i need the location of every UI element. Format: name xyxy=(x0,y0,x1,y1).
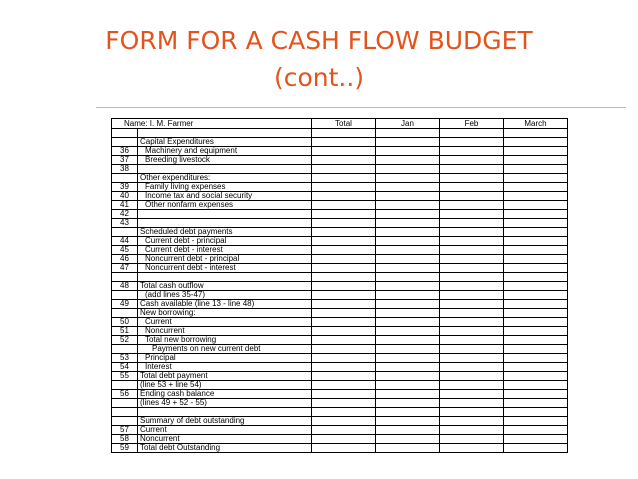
cell-feb xyxy=(440,444,504,453)
line-label: (add lines 35-47) xyxy=(138,291,312,300)
line-label: Scheduled debt payments xyxy=(138,228,312,237)
cell-feb xyxy=(440,399,504,408)
cell-feb xyxy=(440,219,504,228)
cell-total xyxy=(312,381,376,390)
cell-feb xyxy=(440,210,504,219)
form-row xyxy=(112,183,568,192)
line-label: Total cash outflow xyxy=(138,282,312,291)
form-row xyxy=(112,192,568,201)
line-label: Summary of debt outstanding xyxy=(138,417,312,426)
line-number: 51 xyxy=(112,327,138,336)
cell-total xyxy=(312,174,376,183)
line-label: Current debt - principal xyxy=(138,237,312,246)
header-row xyxy=(112,119,568,129)
cell-march xyxy=(504,255,568,264)
line-label xyxy=(138,129,312,138)
line-number: 37 xyxy=(112,156,138,165)
cell-jan xyxy=(376,318,440,327)
cell-feb xyxy=(440,390,504,399)
line-number: 54 xyxy=(112,363,138,372)
form-row xyxy=(112,399,568,408)
cell-march xyxy=(504,291,568,300)
cell-jan xyxy=(376,246,440,255)
cell-total xyxy=(312,444,376,453)
cell-total xyxy=(312,372,376,381)
cell-jan xyxy=(376,381,440,390)
cell-total xyxy=(312,219,376,228)
cell-march xyxy=(504,165,568,174)
cell-jan xyxy=(376,300,440,309)
cell-jan xyxy=(376,354,440,363)
cell-march xyxy=(504,192,568,201)
cell-feb xyxy=(440,381,504,390)
cell-jan xyxy=(376,147,440,156)
cell-march xyxy=(504,417,568,426)
cell-total xyxy=(312,273,376,282)
form-row xyxy=(112,363,568,372)
cell-march xyxy=(504,318,568,327)
cell-total xyxy=(312,165,376,174)
line-number: 38 xyxy=(112,165,138,174)
cell-total xyxy=(312,309,376,318)
cell-total xyxy=(312,363,376,372)
line-number: 50 xyxy=(112,318,138,327)
cell-feb xyxy=(440,246,504,255)
cell-march xyxy=(504,426,568,435)
cell-march xyxy=(504,174,568,183)
line-label xyxy=(138,408,312,417)
cell-march xyxy=(504,147,568,156)
cell-march xyxy=(504,309,568,318)
cell-march xyxy=(504,300,568,309)
form-row xyxy=(112,435,568,444)
cell-jan xyxy=(376,363,440,372)
cell-march xyxy=(504,381,568,390)
cell-march xyxy=(504,156,568,165)
cell-feb xyxy=(440,138,504,147)
cell-total xyxy=(312,435,376,444)
line-label: Total debt Outstanding xyxy=(138,444,312,453)
line-label: Other expenditures: xyxy=(138,174,312,183)
cell-jan xyxy=(376,273,440,282)
slide-subtitle: (cont..) xyxy=(273,63,365,92)
cell-feb xyxy=(440,201,504,210)
cell-total xyxy=(312,228,376,237)
cell-total xyxy=(312,426,376,435)
line-label xyxy=(138,219,312,228)
line-number xyxy=(112,309,138,318)
column-header-total: Total xyxy=(312,119,376,129)
form-row xyxy=(112,354,568,363)
line-number xyxy=(112,174,138,183)
title-divider xyxy=(96,107,626,108)
line-label: Total debt payment xyxy=(138,372,312,381)
cell-jan xyxy=(376,237,440,246)
cell-feb xyxy=(440,363,504,372)
cell-march xyxy=(504,246,568,255)
line-number: 49 xyxy=(112,300,138,309)
cell-total xyxy=(312,318,376,327)
form-row xyxy=(112,129,568,138)
cell-total xyxy=(312,246,376,255)
cell-total xyxy=(312,156,376,165)
cell-total xyxy=(312,129,376,138)
cell-feb xyxy=(440,183,504,192)
cell-total xyxy=(312,264,376,273)
line-number xyxy=(112,381,138,390)
line-number: 48 xyxy=(112,282,138,291)
line-number: 47 xyxy=(112,264,138,273)
line-label: Other nonfarm expenses xyxy=(138,201,312,210)
line-number xyxy=(112,228,138,237)
line-number: 43 xyxy=(112,219,138,228)
form-row xyxy=(112,156,568,165)
cell-total xyxy=(312,417,376,426)
column-header-jan: Jan xyxy=(376,119,440,129)
cell-march xyxy=(504,228,568,237)
cell-feb xyxy=(440,228,504,237)
line-number: 36 xyxy=(112,147,138,156)
cell-feb xyxy=(440,291,504,300)
cell-total xyxy=(312,282,376,291)
cell-feb xyxy=(440,300,504,309)
form-row xyxy=(112,408,568,417)
cell-jan xyxy=(376,435,440,444)
cell-feb xyxy=(440,237,504,246)
form-row xyxy=(112,210,568,219)
cell-total xyxy=(312,192,376,201)
cell-jan xyxy=(376,390,440,399)
cell-jan xyxy=(376,174,440,183)
cell-march xyxy=(504,264,568,273)
column-header-march: March xyxy=(504,119,568,129)
line-number xyxy=(112,291,138,300)
cell-march xyxy=(504,273,568,282)
column-header-feb: Feb xyxy=(440,119,504,129)
cell-feb xyxy=(440,327,504,336)
cell-total xyxy=(312,210,376,219)
cell-total xyxy=(312,255,376,264)
line-number: 45 xyxy=(112,246,138,255)
cell-jan xyxy=(376,192,440,201)
cell-feb xyxy=(440,156,504,165)
cell-march xyxy=(504,201,568,210)
cell-feb xyxy=(440,165,504,174)
line-label: Noncurrent xyxy=(138,327,312,336)
line-label: (line 53 + line 54) xyxy=(138,381,312,390)
line-number: 55 xyxy=(112,372,138,381)
cell-jan xyxy=(376,408,440,417)
cell-total xyxy=(312,345,376,354)
form-row xyxy=(112,300,568,309)
line-number xyxy=(112,129,138,138)
cell-total xyxy=(312,399,376,408)
cell-jan xyxy=(376,426,440,435)
cell-feb xyxy=(440,147,504,156)
cell-jan xyxy=(376,255,440,264)
cell-march xyxy=(504,408,568,417)
form-row xyxy=(112,237,568,246)
cell-jan xyxy=(376,201,440,210)
cell-march xyxy=(504,183,568,192)
line-label xyxy=(138,165,312,174)
cell-total xyxy=(312,138,376,147)
form-row xyxy=(112,246,568,255)
form-row xyxy=(112,264,568,273)
cell-total xyxy=(312,354,376,363)
cell-jan xyxy=(376,138,440,147)
cell-total xyxy=(312,390,376,399)
cell-feb xyxy=(440,192,504,201)
cell-march xyxy=(504,390,568,399)
cell-feb xyxy=(440,264,504,273)
line-number: 42 xyxy=(112,210,138,219)
cell-jan xyxy=(376,417,440,426)
form-row xyxy=(112,282,568,291)
cell-feb xyxy=(440,318,504,327)
line-label xyxy=(138,210,312,219)
line-number xyxy=(112,399,138,408)
line-label: New borrowing: xyxy=(138,309,312,318)
line-label: Capital Expenditures xyxy=(138,138,312,147)
line-number: 40 xyxy=(112,192,138,201)
cell-feb xyxy=(440,354,504,363)
line-number: 52 xyxy=(112,336,138,345)
form-row xyxy=(112,336,568,345)
line-label: Noncurrent xyxy=(138,435,312,444)
cell-march xyxy=(504,444,568,453)
cell-total xyxy=(312,327,376,336)
cell-total xyxy=(312,237,376,246)
line-label: Machinery and equipment xyxy=(138,147,312,156)
form-row xyxy=(112,345,568,354)
form-row xyxy=(112,138,568,147)
cell-march xyxy=(504,327,568,336)
line-label: Cash available (line 13 - line 48) xyxy=(138,300,312,309)
cell-march xyxy=(504,345,568,354)
cell-march xyxy=(504,210,568,219)
line-label: Current xyxy=(138,426,312,435)
line-number xyxy=(112,417,138,426)
line-number xyxy=(112,273,138,282)
cell-total xyxy=(312,147,376,156)
cell-march xyxy=(504,372,568,381)
cell-feb xyxy=(440,282,504,291)
cell-jan xyxy=(376,309,440,318)
cash-flow-budget-form xyxy=(111,118,568,453)
line-number: 39 xyxy=(112,183,138,192)
cell-feb xyxy=(440,372,504,381)
line-label: (lines 49 + 52 - 55) xyxy=(138,399,312,408)
cell-total xyxy=(312,408,376,417)
cell-march xyxy=(504,282,568,291)
cell-march xyxy=(504,435,568,444)
cell-total xyxy=(312,201,376,210)
name-label: Name: I. M. Farmer xyxy=(112,119,312,129)
cell-jan xyxy=(376,345,440,354)
line-number: 58 xyxy=(112,435,138,444)
cell-jan xyxy=(376,282,440,291)
cell-jan xyxy=(376,210,440,219)
cell-jan xyxy=(376,327,440,336)
form-row xyxy=(112,165,568,174)
line-label xyxy=(138,273,312,282)
form-row xyxy=(112,228,568,237)
cell-feb xyxy=(440,417,504,426)
line-label: Current xyxy=(138,318,312,327)
cell-jan xyxy=(376,156,440,165)
form-row xyxy=(112,291,568,300)
cell-jan xyxy=(376,183,440,192)
cell-march xyxy=(504,363,568,372)
cell-march xyxy=(504,219,568,228)
cell-jan xyxy=(376,228,440,237)
line-number: 53 xyxy=(112,354,138,363)
form-row xyxy=(112,273,568,282)
form-row xyxy=(112,174,568,183)
cell-feb xyxy=(440,174,504,183)
line-number: 57 xyxy=(112,426,138,435)
cell-march xyxy=(504,129,568,138)
cell-feb xyxy=(440,129,504,138)
form-row xyxy=(112,381,568,390)
cell-march xyxy=(504,336,568,345)
cell-jan xyxy=(376,444,440,453)
form-row xyxy=(112,309,568,318)
cell-jan xyxy=(376,372,440,381)
line-label: Ending cash balance xyxy=(138,390,312,399)
cell-jan xyxy=(376,264,440,273)
cell-feb xyxy=(440,426,504,435)
cell-march xyxy=(504,237,568,246)
line-label: Interest xyxy=(138,363,312,372)
cell-feb xyxy=(440,345,504,354)
line-number: 46 xyxy=(112,255,138,264)
form-row xyxy=(112,201,568,210)
cell-jan xyxy=(376,129,440,138)
cell-total xyxy=(312,336,376,345)
form-row xyxy=(112,318,568,327)
line-number: 41 xyxy=(112,201,138,210)
line-label: Noncurrent debt - interest xyxy=(138,264,312,273)
line-number: 56 xyxy=(112,390,138,399)
form-row xyxy=(112,417,568,426)
cell-total xyxy=(312,183,376,192)
cell-march xyxy=(504,354,568,363)
cell-feb xyxy=(440,408,504,417)
cell-feb xyxy=(440,435,504,444)
cell-feb xyxy=(440,273,504,282)
line-label: Income tax and social security xyxy=(138,192,312,201)
cell-jan xyxy=(376,219,440,228)
form-row xyxy=(112,372,568,381)
cell-jan xyxy=(376,336,440,345)
form-body xyxy=(112,119,568,453)
cell-jan xyxy=(376,399,440,408)
form-row xyxy=(112,444,568,453)
cell-total xyxy=(312,300,376,309)
line-label: Principal xyxy=(138,354,312,363)
line-number xyxy=(112,345,138,354)
cell-march xyxy=(504,399,568,408)
form-row xyxy=(112,147,568,156)
line-label: Family living expenses xyxy=(138,183,312,192)
line-number: 44 xyxy=(112,237,138,246)
cell-jan xyxy=(376,165,440,174)
cell-feb xyxy=(440,309,504,318)
line-number xyxy=(112,408,138,417)
slide-title: FORM FOR A CASH FLOW BUDGET xyxy=(105,26,533,55)
form-row xyxy=(112,219,568,228)
form-row xyxy=(112,327,568,336)
cell-feb xyxy=(440,255,504,264)
form-row xyxy=(112,390,568,399)
line-label: Noncurrent debt - principal xyxy=(138,255,312,264)
cell-jan xyxy=(376,291,440,300)
line-label: Payments on new current debt xyxy=(138,345,312,354)
form-row xyxy=(112,255,568,264)
line-label: Total new borrowing xyxy=(138,336,312,345)
line-number: 59 xyxy=(112,444,138,453)
line-number xyxy=(112,138,138,147)
form-row xyxy=(112,426,568,435)
line-label: Breeding livestock xyxy=(138,156,312,165)
cell-march xyxy=(504,138,568,147)
line-label: Current debt - interest xyxy=(138,246,312,255)
cell-total xyxy=(312,291,376,300)
cell-feb xyxy=(440,336,504,345)
